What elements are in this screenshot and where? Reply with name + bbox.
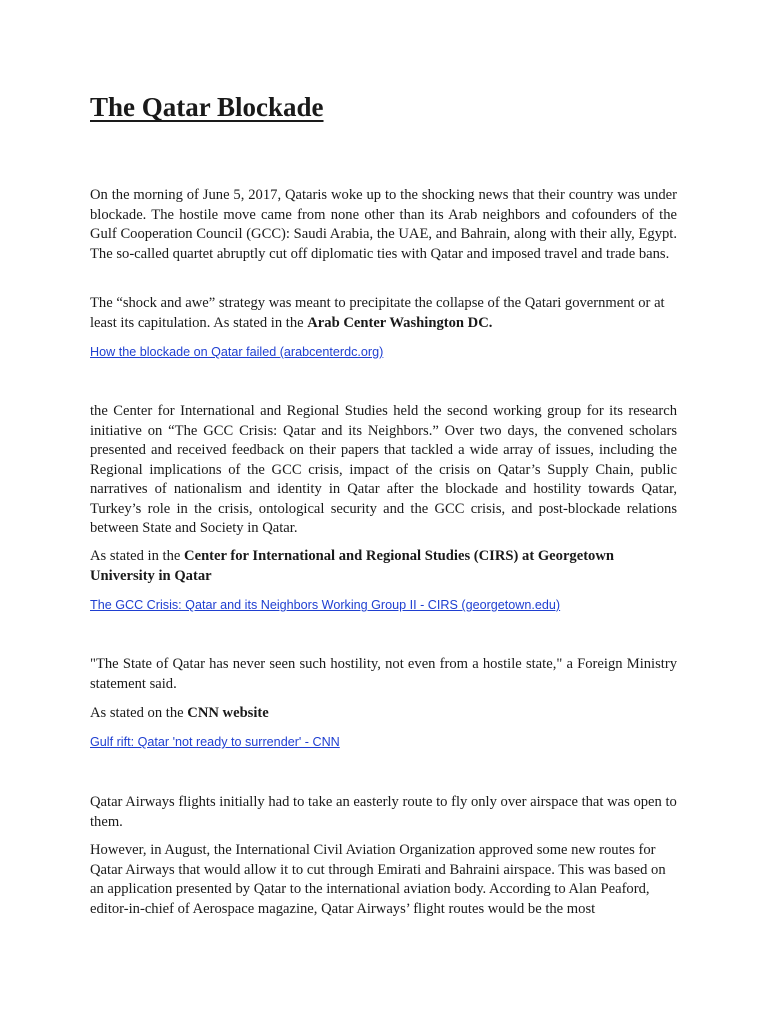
page-title: The Qatar Blockade — [90, 92, 324, 122]
paragraph-text: The “shock and awe” strategy was meant to precipitate the collapse of the Qatari government or at least its capitulation. As stated in the — [90, 295, 665, 331]
paragraph-icao-routes: However, in August, the International Civil Aviation Organization approved some new routes for Qatar Airways that would allow it to cut through Emirati and Bahraini airspace. This was based on an application presented by Qatar to the international aviation body. According to Alan Peaford, editor-in-chief of Aerospace magazine, Qatar Airways’ flight routes would be the most — [90, 842, 666, 917]
paragraph-foreign-ministry-quote: "The State of Qatar has never seen such hostility, not even from a hostile state," a Foreign Ministry statement said. — [90, 656, 677, 692]
paragraph-shock-and-awe — [90, 294, 677, 333]
source-name-cirs: Center for International and Regional Studies (CIRS) at Georgetown University in Qatar — [90, 548, 615, 584]
link-cnn[interactable]: Gulf rift: Qatar 'not ready to surrender' - CNN — [90, 735, 340, 749]
paragraph-cirs-attribution — [90, 547, 677, 586]
paragraph-cirs-working-group: the Center for International and Regional Studies held the second working group for its research initiative on “The GCC Crisis: Qatar and its Neighbors.” Over two days, the convened scholars presented and received feedback on their papers that tackled a wide array of issues, including the Regional implications of the GCC crisis, impact of the crisis on Qatar’s Supply Chain, public narratives of nationalism and identity in Qatar after the blockade and hostility towards Qatar, Turkey’s role in the crisis, ontological security and the GCC crisis, and post-blockade relations between State and Society in Qatar. — [90, 403, 677, 536]
paragraph-text: As stated on the — [90, 705, 188, 721]
paragraph-text: As stated in the — [90, 548, 185, 564]
source-name-cnn: CNN website — [187, 705, 269, 721]
source-name-arab-center: Arab Center Washington DC. — [307, 314, 493, 331]
paragraph-easterly-route: Qatar Airways flights initially had to take an easterly route to fly only over airspace that was open to them. — [90, 794, 677, 830]
link-georgetown-cirs[interactable]: The GCC Crisis: Qatar and its Neighbors Working Group II - CIRS (georgetown.edu) — [90, 598, 561, 612]
link-arabcenterdc[interactable]: How the blockade on Qatar failed (arabcenterdc.org) — [90, 345, 384, 359]
paragraph-blockade-intro: On the morning of June 5, 2017, Qataris woke up to the shocking news that their country was under blockade. The hostile move came from none other than its Arab neighbors and cofounders of the Gulf Cooperation Council (GCC): Saudi Arabia, the UAE, and Bahrain, along with their ally, Egypt. The so-called quartet abruptly cut off diplomatic ties with Qatar and imposed travel and trade bans. — [90, 187, 677, 262]
paragraph-cnn-attribution — [90, 704, 677, 724]
